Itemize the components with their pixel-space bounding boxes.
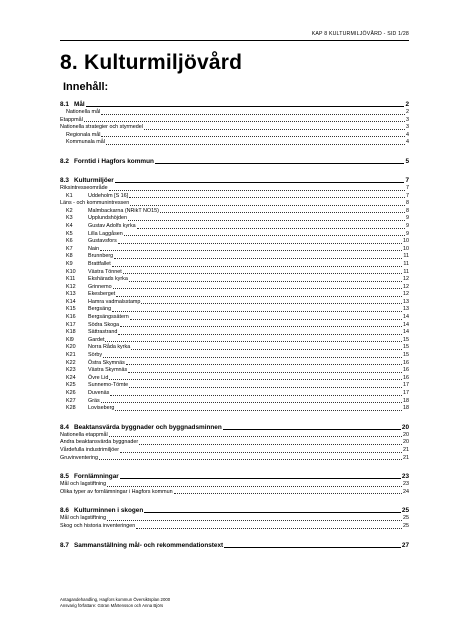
toc-leader-dots [130,319,402,320]
toc-entry-label: Gustavsfors [88,238,117,245]
toc-entry-label: Mål och lagstiftning [60,515,107,522]
toc-entry-page: 25 [403,515,409,522]
toc-leader-line [144,512,401,513]
toc-entry-label: Duvenäs [88,390,110,396]
toc-leader-dots [131,349,402,350]
toc-entry-page: 18 [403,397,409,404]
toc-entry-label: Nationella mål [66,109,101,115]
toc-entry-code: K9 [66,260,73,267]
toc-section-number: 8.1 [60,101,69,108]
toc-leader-dots [118,243,402,244]
toc-entry-page: 12 [403,291,409,298]
toc-entry-page: 4 [406,139,409,146]
toc-entry-row[interactable] [60,515,409,523]
toc-entry-row[interactable] [60,447,409,455]
toc-entry-page: 21 [403,446,409,453]
toc-entry-code: K18 [66,329,76,336]
toc-leader-dots [126,364,402,365]
toc-leader-dots [139,444,402,445]
toc-leader-dots [124,235,405,236]
toc-gap [60,413,409,423]
toc-section-label: Beaktansvärda byggnader och byggnadsminnen [74,423,222,431]
toc-entry-page: 14 [403,321,409,328]
toc-entry-page: 3 [406,124,409,131]
toc-section-row[interactable] [60,157,409,166]
toc-entry-label: Nationella strategier och styrmedel [60,124,143,131]
toc-entry-page: 21 [403,454,409,461]
toc-section-page: 7 [405,176,409,184]
toc-leader-dots [112,311,402,312]
toc-leader-dots [109,436,402,437]
toc-entry-label: Östra Skymnäs [88,359,125,366]
toc-entry-label: Andra beaktansvärda byggnader [60,439,139,446]
toc-entry-row[interactable] [60,276,409,284]
toc-entry-page: 12 [403,276,409,283]
toc-entry-row[interactable] [60,132,409,140]
toc-gap [60,147,409,157]
toc-entry-label: Gräs [88,397,100,404]
toc-entry-row[interactable] [60,253,409,261]
toc-entry-row[interactable] [60,439,409,447]
toc-entry-label: Skog och historia inventeringen [60,522,136,529]
toc-entry-code: K1 [66,192,73,199]
toc-entry-page: 9 [406,222,409,229]
toc-gap [60,166,409,176]
toc-entry-row[interactable] [60,117,409,125]
toc-entry-label: Läns - och kommunintressen [60,200,130,207]
toc-entry-code: K13 [66,291,76,298]
toc-entry-row[interactable] [60,223,409,231]
toc-leader-dots [105,341,402,342]
toc-leader-dots [160,212,405,213]
toc-entry-label: Uddeholm [S 16] [88,192,129,199]
toc-entry-label: Grinnemo [88,283,112,290]
toc-section-label: Kulturmiljöer [74,176,114,184]
toc-entry-code: K11 [66,276,76,283]
toc-leader-dots [129,387,402,388]
toc-entry-label: Olika typer av fornlämningar i Hagfors kommun [60,488,173,495]
toc-entry-row[interactable] [60,405,409,413]
toc-entry-label: Södra Skoga [88,321,120,328]
toc-entry-row[interactable] [60,109,409,117]
header-rule [60,40,409,41]
toc-section-number: 8.5 [60,473,69,481]
toc-entry-row[interactable] [60,299,409,307]
toc-entry-label: Upplundshöjden [88,215,127,222]
toc-entry-page: 13 [403,298,409,305]
toc-leader-line [115,182,405,183]
toc-entry-code: K16 [66,314,76,321]
toc-section-page: 25 [401,507,409,515]
footer [60,597,170,609]
toc-entry-page: 11 [403,260,409,267]
toc-entry-page: 11 [403,268,409,275]
toc-entry-row[interactable] [60,523,409,531]
toc-section-number: 8.2 [60,157,69,165]
toc-entry-label: Bergsängssätern [88,314,129,321]
toc-entry-code: K21 [66,352,76,359]
toc-entry-row[interactable] [60,139,409,147]
toc-entry-label: Västra Skymnäs [88,367,128,374]
toc-entry-row[interactable] [60,481,409,489]
toc-entry-row[interactable] [60,208,409,216]
toc-entry-label: Bergsäng [88,306,112,313]
toc-entry-page: 2 [406,109,409,115]
toc-leader-dots [109,379,402,380]
toc-leader-dots [115,410,402,411]
toc-entry-page: 20 [403,439,409,446]
toc-entry-page: 4 [406,131,409,138]
toc-leader-dots [128,220,405,221]
toc-entry-label: Norra Råda kyrka [88,344,131,351]
toc-entry-label: Hamra vadmalsstamp [88,298,141,305]
toc-entry-label: Sunnemo-Tömte [88,382,129,389]
toc-entry-row[interactable] [60,360,409,368]
toc-entry-row[interactable] [60,261,409,269]
toc-entry-page: 20 [403,431,409,438]
toc-entry-label: Brattfallet [88,260,111,267]
toc-entry-code: K25 [66,382,76,389]
toc-entry-page: 12 [403,283,409,290]
toc-leader-line [155,163,405,164]
toc-leader-line [224,547,401,548]
toc-leader-dots [112,266,403,267]
toc-entry-page: 10 [403,238,409,245]
toc-entry-row[interactable] [60,284,409,292]
toc-entry-code: K2 [66,207,73,214]
toc-entry-code: K17 [66,321,76,328]
toc-entry-label: Riksintresseområde [60,184,108,191]
toc-entry-code: K26 [66,390,76,396]
toc-leader-dots [100,250,402,251]
toc-entry-page: 9 [406,230,409,237]
toc-entry-page: 13 [403,306,409,313]
toc-entry-row[interactable] [60,314,409,322]
toc-entry-row[interactable] [60,200,409,208]
toc-entry-row[interactable] [60,306,409,314]
toc-entry-label: Malmbackarna (NRikT NO15) [88,207,159,214]
toc-section-number: 8.6 [60,507,69,515]
toc-entry-code: K23 [66,367,76,374]
toc-entry-code: Kl9 [66,336,74,343]
toc-leader-dots [110,395,402,396]
toc-entry-page: 17 [403,390,409,396]
toc-leader-dots [130,205,405,206]
toc-entry-code: K10 [66,268,76,275]
toc-entry-label: Loviseberg [88,405,115,412]
toc-leader-dots [120,452,402,453]
toc-entry-row[interactable] [60,246,409,254]
toc-section-row[interactable] [60,541,409,550]
toc-entry-code: K14 [66,298,76,305]
toc-entry-label: Ekesberget [88,291,116,298]
toc-entry-label: Brunnberg [88,253,114,260]
toc-entry-label: Gustav Adolfs kyrka [88,222,136,229]
toc-entry-label: Kommunala mål [66,139,105,146]
toc-leader-dots [101,402,402,403]
toc-entry-row[interactable] [60,455,409,463]
toc-entry-row[interactable] [60,432,409,440]
toc-entry-page: 14 [403,314,409,321]
toc-entry-row[interactable] [60,322,409,330]
running-header: KAP 8 KULTURMILJÖVÅRD - SID 1/28 [311,31,409,37]
toc-entry-page: 24 [403,488,409,495]
toc-entry-page: 14 [403,329,409,336]
toc-section-row[interactable] [60,176,409,185]
toc-entry-page: 15 [403,352,409,359]
toc-entry-row[interactable] [60,215,409,223]
toc-leader-dots [129,197,405,198]
toc-entry-page: 15 [403,336,409,343]
toc-leader-dots [113,288,402,289]
toc-entry-row[interactable] [60,390,409,398]
toc-entry-row[interactable] [60,375,409,383]
toc-heading: Innehåll: [63,81,109,93]
toc-entry-code: K27 [66,397,76,404]
toc-section-label: Mål [74,101,85,108]
toc-entry-row[interactable] [60,269,409,277]
toc-entry-code: K4 [66,222,73,229]
toc-leader-dots [137,228,405,229]
toc-leader-dots [141,303,402,304]
toc-leader-dots [103,357,402,358]
toc-entry-label: Sättrastrand [88,329,118,336]
toc-entry-page: 23 [403,481,409,488]
toc-leader-dots [120,326,402,327]
toc-leader-line [86,106,405,107]
toc-section-page: 23 [401,473,409,481]
toc-entry-page: 18 [403,405,409,412]
toc-entry-code: K28 [66,405,76,412]
toc-entry-row[interactable] [60,352,409,360]
toc-gap [60,496,409,506]
toc-entry-code: K3 [66,215,73,222]
toc-leader-dots [107,486,402,487]
toc-entry-label: Nationella etappmål [60,431,108,438]
toc-entry-page: 9 [406,215,409,222]
toc-entry-row[interactable] [60,329,409,337]
toc-entry-code: K6 [66,238,73,245]
toc-entry-code: K12 [66,283,76,290]
toc-entry-row[interactable] [60,489,409,497]
toc-entry-row[interactable] [60,344,409,352]
toc-leader-dots [114,258,402,259]
toc-entry-label: Mål och lagstiftning [60,481,107,488]
toc-entry-label: Sörby [88,352,103,359]
toc-entry-label: Västra Tönnet [88,268,122,275]
toc-leader-dots [84,121,405,122]
toc-section-label: Forntid i Hagfors kommun [74,157,154,165]
toc-section-row[interactable] [60,423,409,432]
toc-entry-row[interactable] [60,231,409,239]
toc-leader-dots [101,114,405,115]
toc-leader-line [223,429,401,430]
toc-entry-page: 25 [403,522,409,529]
toc-entry-page: 11 [403,253,409,260]
toc-entry-page: 10 [403,245,409,252]
toc-entry-label: Nain [88,245,100,252]
toc-entry-page: 8 [406,200,409,207]
toc-entry-row[interactable] [60,291,409,299]
toc-section-label: Fornlämningar [74,473,119,481]
toc-entry-row[interactable] [60,185,409,193]
toc-leader-dots [144,129,405,130]
toc-leader-dots [107,520,402,521]
toc-entry-row[interactable] [60,193,409,201]
toc-entry-page: 8 [406,207,409,214]
toc-section-label: Kulturminnen i skogen [74,507,144,515]
toc-section-number: 8.4 [60,423,69,431]
footer-line-1: Antagandehandling, Hagfors kommun Översiktsplan 2000 [60,597,171,602]
toc-entry-label: Regionala mål [66,131,101,138]
toc-section-row[interactable] [60,100,409,109]
toc-section-page: 5 [405,157,409,165]
toc-leader-dots [123,273,403,274]
chapter-title: 8. Kulturmiljövård [60,51,243,74]
toc-leader-dots [136,528,402,529]
toc-leader-dots [116,296,402,297]
toc-entry-label: Lilla Laggåsen [88,230,123,237]
toc-entry-page: 17 [403,382,409,389]
table-of-contents [60,100,409,550]
toc-entry-row[interactable] [60,382,409,390]
toc-section-row[interactable] [60,472,409,481]
toc-entry-label: Övre Lid [88,374,109,381]
toc-entry-code: K5 [66,230,73,237]
toc-gap [60,462,409,472]
toc-section-number: 8.7 [60,541,69,549]
toc-entry-page: 7 [406,184,409,191]
toc-entry-page: 15 [403,344,409,351]
toc-section-label: Sammanställning mål- och rekommendationstext [74,541,224,549]
toc-entry-code: K8 [66,253,73,260]
toc-entry-label: Vårdefulla industrimiljöer [60,446,120,453]
toc-entry-page: 7 [406,192,409,199]
toc-leader-dots [101,136,405,137]
toc-leader-dots [106,144,405,145]
toc-entry-row[interactable] [60,367,409,375]
toc-entry-label: Gardet [88,336,105,343]
toc-section-number: 8.3 [60,176,69,184]
toc-leader-dots [128,372,402,373]
toc-entry-page: 16 [403,367,409,374]
toc-entry-label: Etappmål [60,116,83,123]
toc-entry-row[interactable] [60,238,409,246]
toc-section-row[interactable] [60,506,409,515]
footer-line-2: Ansvarig författare: Göran Mårtensson och Anna Björs [60,603,164,608]
toc-leader-dots [174,493,402,494]
toc-entry-page: 3 [406,116,409,123]
toc-entry-code: K7 [66,245,73,252]
toc-leader-dots [118,334,402,335]
toc-entry-label: Ekshärads kyrka [88,276,128,283]
toc-leader-dots [129,281,402,282]
toc-leader-dots [99,459,402,460]
toc-entry-code: K20 [66,344,76,351]
toc-entry-code: K15 [66,306,76,313]
toc-section-page: 20 [401,423,409,431]
toc-entry-code: K24 [66,374,76,381]
toc-entry-row[interactable] [60,124,409,132]
toc-section-page: 27 [401,541,409,549]
toc-leader-dots [109,190,405,191]
toc-gap [60,531,409,541]
toc-entry-label: Gruvinventering [60,454,99,461]
toc-entry-page: 16 [403,359,409,366]
toc-entry-code: K22 [66,359,76,366]
toc-entry-row[interactable] [60,398,409,406]
toc-entry-page: 16 [403,374,409,381]
toc-section-page: 2 [405,101,409,108]
toc-leader-line [120,478,401,479]
